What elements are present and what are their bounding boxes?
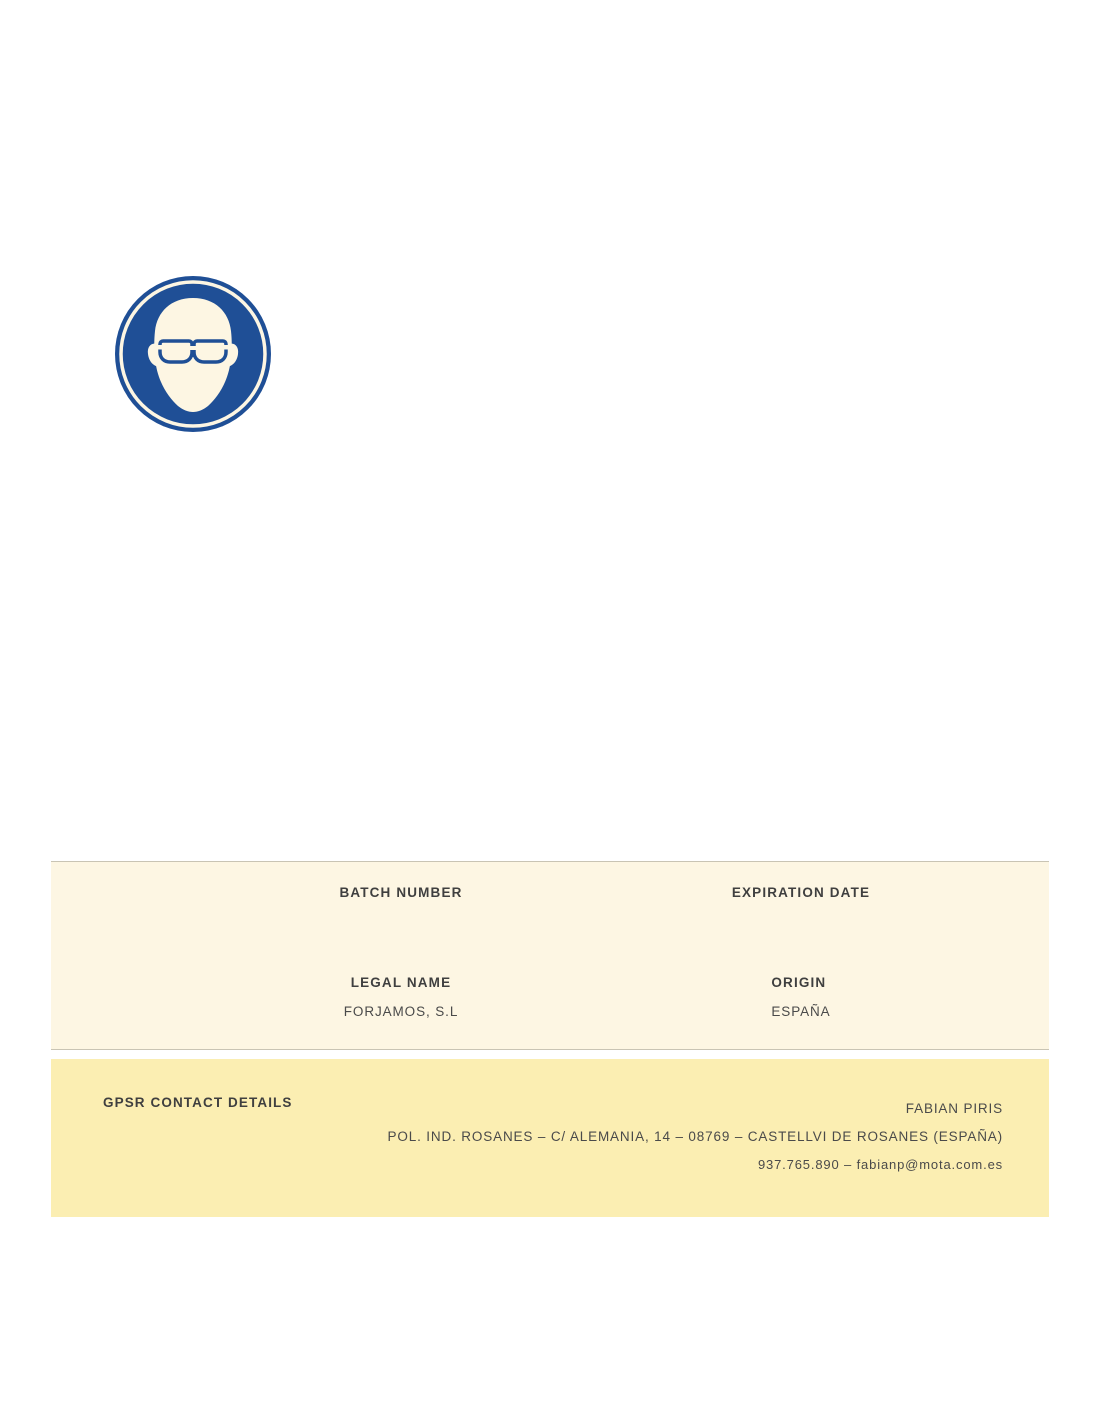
expiration-date-cell xyxy=(625,884,977,913)
gpsr-contact-title: GPSR CONTACT DETAILS xyxy=(103,1095,293,1110)
origin-value: ESPAÑA xyxy=(771,1004,831,1019)
origin-cell xyxy=(625,974,977,1021)
batch-number-label: BATCH NUMBER xyxy=(339,885,463,900)
origin-label: ORIGIN xyxy=(771,975,827,990)
expiration-date-label: EXPIRATION DATE xyxy=(731,885,871,900)
gpsr-contact-person: FABIAN PIRIS xyxy=(905,1101,1003,1116)
gpsr-contact-lines xyxy=(388,1095,1003,1179)
gpsr-contact-address: POL. IND. ROSANES – C/ ALEMANIA, 14 – 08769 – CASTELLVI DE ROSANES (ESPAÑA) xyxy=(387,1129,1003,1144)
legal-name-cell xyxy=(225,974,577,1021)
gpsr-contact-phone-email: 937.765.890 – fabianp@mota.com.es xyxy=(757,1157,1003,1172)
wear-eye-protection-pictogram xyxy=(114,275,272,433)
batch-number-cell xyxy=(225,884,577,913)
legal-name-label: LEGAL NAME xyxy=(350,975,452,990)
legal-name-value: FORJAMOS, S.L xyxy=(343,1004,459,1019)
wear-eye-protection-icon xyxy=(114,275,272,433)
gpsr-contact-band xyxy=(51,1059,1049,1217)
product-info-band xyxy=(51,861,1049,1050)
